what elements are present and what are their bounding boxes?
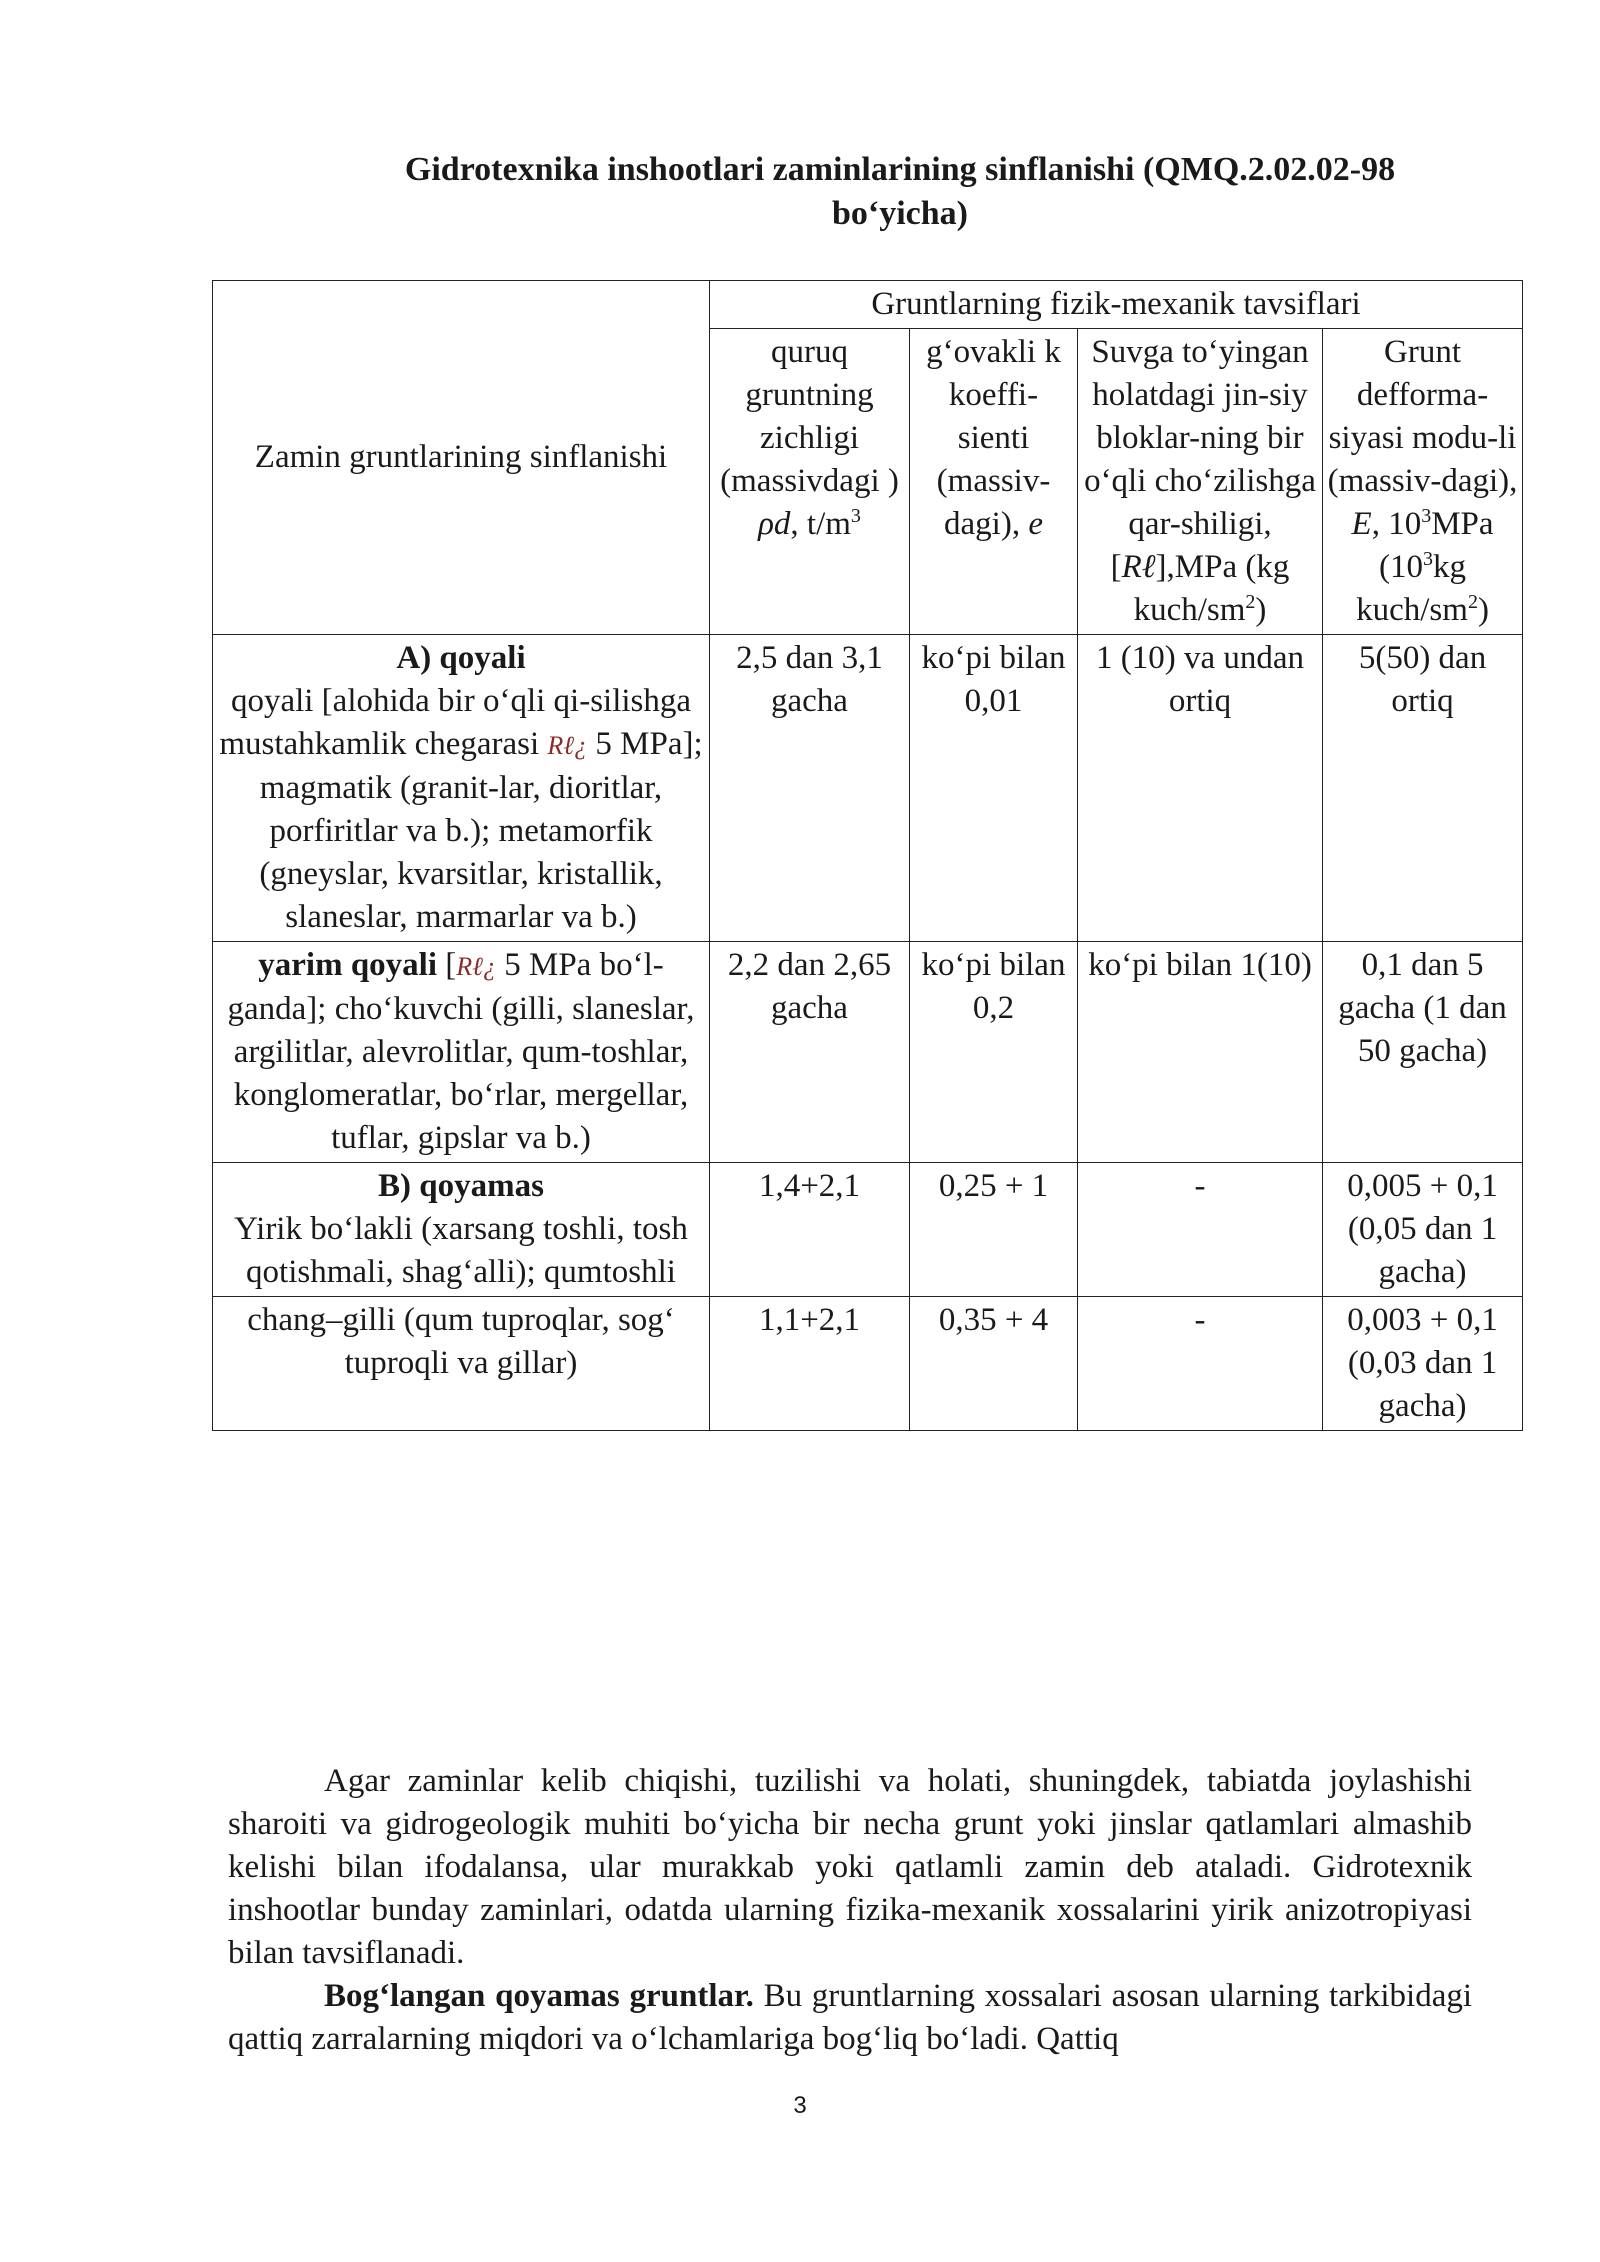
- header-tensile-strength: Suvga to‘yingan holatdagi jin-siy bloklar-ning bir o‘qli cho‘zilishga qar-shiligi, [Rℓ],MPa (kg kuch/$sm^2$): [1078, 329, 1323, 635]
- document-title: [330, 148, 1470, 236]
- cell-density: 2,2 dan 2,65 gacha: [710, 942, 910, 1163]
- title-line-2: bo‘yicha): [832, 195, 968, 232]
- cell-modulus: 5(50) dan ortiq: [1323, 635, 1523, 942]
- cell-porosity: ko‘pi bilan 0,2: [910, 942, 1078, 1163]
- cell-modulus: 0,005 + 0,1 (0,05 dan 1 gacha): [1323, 1163, 1523, 1297]
- header-physical-mechanical: Gruntlarning fizik-mexanik tavsiflari: [710, 281, 1523, 329]
- r-l-symbol: Rℓ¿: [547, 731, 588, 760]
- cell-strength: -: [1078, 1163, 1323, 1297]
- row-silty-clay-classification: chang–gilli (qum tuproqlar, sog‘ tuproqli va gillar): [213, 1297, 710, 1431]
- cell-strength: -: [1078, 1297, 1323, 1431]
- cell-porosity: 0,25 + 1: [910, 1163, 1078, 1297]
- table-row: [213, 1297, 1523, 1431]
- header-porosity-coefficient: g‘ovakli k koeffi-sienti (massiv-dagi), e: [910, 329, 1078, 635]
- cell-strength: 1 (10) va undan ortiq: [1078, 635, 1323, 942]
- table-row: [213, 942, 1523, 1163]
- row-rocky-classification: A) qoyali qoyali [alohida bir o‘qli qi-silishga mustahkamlik chegarasi Rℓ¿ 5 MPa]; magmatik (granit-lar, dioritlar, porfiritlar va b.); metamorfik (gneyslar, kvarsitlar, kristallik, slaneslar, marmarlar va b.): [213, 635, 710, 942]
- cell-modulus: 0,003 + 0,1 (0,03 dan 1 gacha): [1323, 1297, 1523, 1431]
- cell-porosity: ko‘pi bilan 0,01: [910, 635, 1078, 942]
- cell-density: 1,4+2,1: [710, 1163, 910, 1297]
- e-symbol: e: [1028, 506, 1043, 542]
- r-l-symbol: Rℓ: [1121, 549, 1156, 585]
- row-semi-rocky-classification: yarim qoyali [Rℓ¿ 5 MPa bo‘l-ganda]; cho‘kuvchi (gilli, slaneslar, argilitlar, alevrolitlar, qum-toshlar, konglomeratlar, bo‘rlar, mergellar, tuflar, gipslar va b.): [213, 942, 710, 1163]
- table-row: [213, 1163, 1523, 1297]
- table-row: [213, 635, 1523, 942]
- title-line-1: Gidrotexnika inshootlari zaminlarining sinflanishi (QMQ.2.02.02-98: [404, 151, 1396, 188]
- paragraph-heading: Bog‘langan qoyamas gruntlar.: [324, 1978, 754, 2014]
- cell-density: 1,1+2,1: [710, 1297, 910, 1431]
- header-deformation-modulus: Grunt defforma-siyasi modu-li (massiv-dagi), E, $10^3MPa$ ($10^3kg$ kuch/$sm^2$): [1323, 329, 1523, 635]
- cell-strength: ko‘pi bilan 1(10): [1078, 942, 1323, 1163]
- paragraph-layered-foundations: Agar zaminlar kelib chiqishi, tuzilishi va holati, shuningdek, tabiatda joylashishi sharoiti va gidrogeologik muhiti bo‘yicha bir necha grunt yoki jinslar qatlamlari almashib kelishi bilan ifodalansa, ular murakkab yoki qatlamli zamin deb ataladi. Gidrotexnik inshootlar bunday zaminlari, odatda ularning fizika-mexanik xossalarini yirik anizotropiyasi bilan tavsiflanadi.: [228, 1763, 1472, 1971]
- page-number: 3: [793, 2092, 807, 2119]
- rho-d-symbol: ρd: [758, 506, 791, 542]
- cell-modulus: 0,1 dan 5 gacha (1 dan 50 gacha): [1323, 942, 1523, 1163]
- r-l-symbol: Rℓ¿: [456, 952, 496, 981]
- header-soil-classification: Zamin gruntlarining sinflanishi: [213, 281, 710, 635]
- row-non-rocky-classification: B) qoyamas Yirik bo‘lakli (xarsang toshli, tosh qotishmali, shag‘alli); qumtoshli: [213, 1163, 710, 1297]
- paragraph-cohesive-soils: Bog‘langan qoyamas gruntlar. Bu gruntlarning xossalari asosan ularning tarkibidagi qattiq zarralarning miqdori va o‘lchamlariga bog‘liq bo‘ladi. Qattiq: [228, 1978, 1473, 2057]
- cell-porosity: 0,35 + 4: [910, 1297, 1078, 1431]
- cell-density: 2,5 dan 3,1 gacha: [710, 635, 910, 942]
- soil-classification-table: [212, 280, 1523, 1431]
- e-modulus-symbol: E: [1351, 506, 1372, 542]
- table-group-header-row: [213, 281, 1523, 329]
- header-dry-density: quruq gruntning zichligi (massivdagi ) ρd, $t/m^3$: [710, 329, 910, 635]
